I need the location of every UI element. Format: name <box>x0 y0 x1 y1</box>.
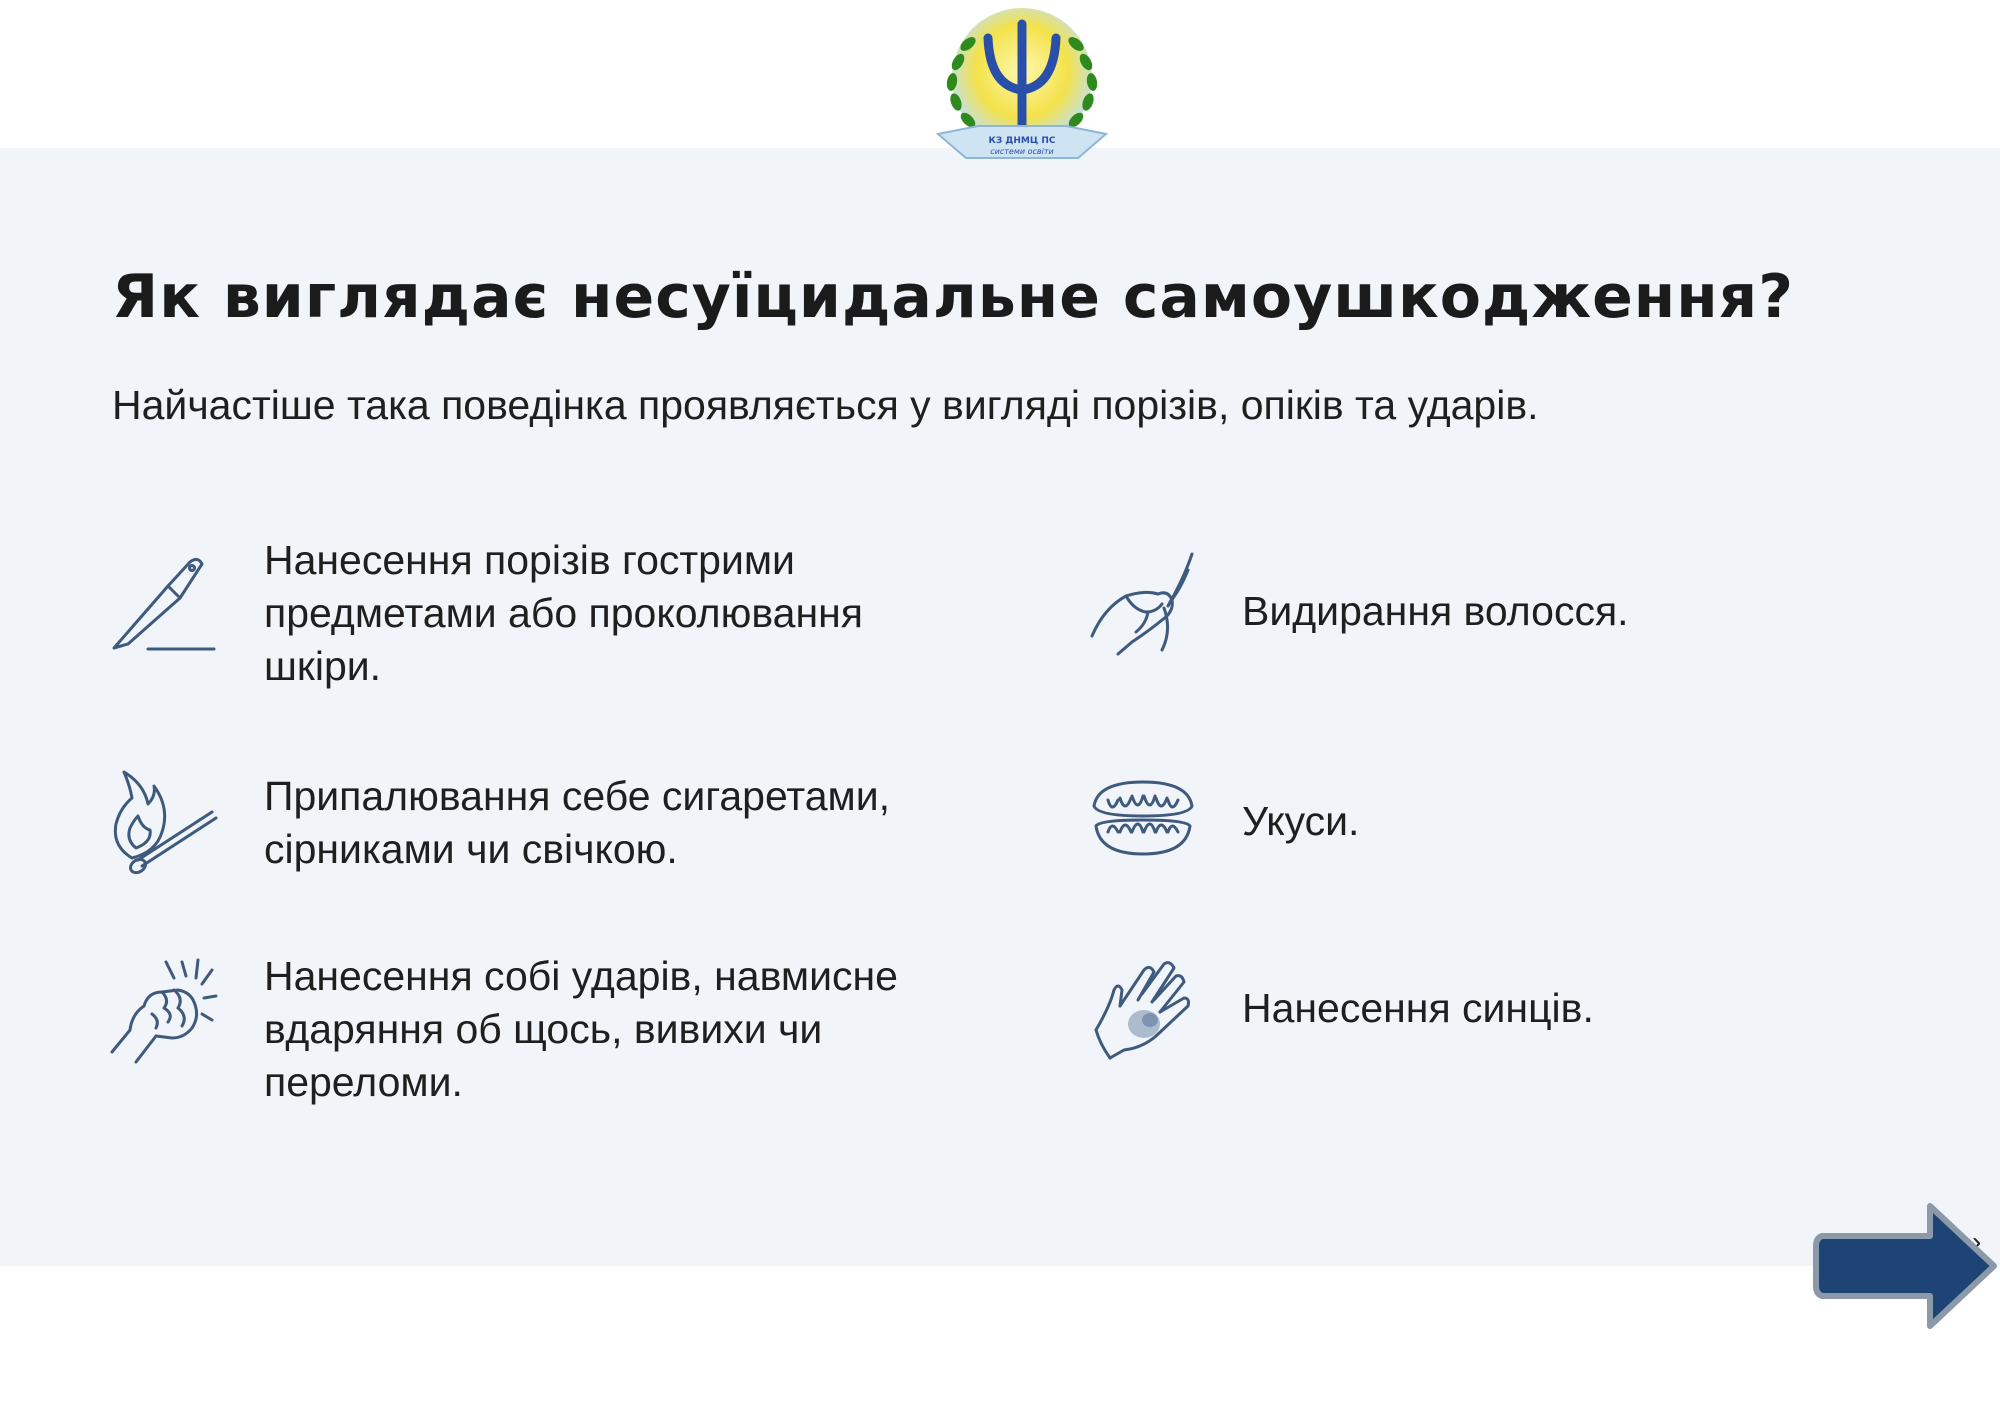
fist-punch-icon <box>108 956 220 1070</box>
item-text-line: Видирання волосся. <box>1242 588 1629 634</box>
corner-mark: › <box>1972 1226 1982 1257</box>
item-text-line: Нанесення порізів гострими <box>264 537 795 583</box>
item-text-line: переломи. <box>264 1059 463 1105</box>
item-text-line: сірниками чи свічкою. <box>264 826 678 872</box>
item-text-line: Нанесення собі ударів, навмисне <box>264 953 898 999</box>
organization-logo <box>918 2 1126 167</box>
item-text-line: Укуси. <box>1242 798 1360 844</box>
item-text-line: Нанесення синців. <box>1242 985 1594 1031</box>
slide-subtitle: Найчастіше така поведінка проявляється у вигляді порізів, опіків та ударів. <box>112 382 1539 428</box>
hair-pulling-icon <box>1088 550 1198 660</box>
teeth-bite-icon <box>1088 776 1198 860</box>
next-slide-button[interactable] <box>1808 1198 2000 1334</box>
item-text-line: предметами або проколювання <box>264 590 863 636</box>
item-text-line: вдаряння об щось, вивихи чи <box>264 1006 823 1052</box>
slide-title: Як виглядає несуїцидальне самоушкодження? <box>112 262 1795 332</box>
item-text-line: шкіри. <box>264 643 382 689</box>
svg-text:КЗ ДНМЦ ПС: КЗ ДНМЦ ПС <box>988 136 1056 146</box>
item-text-line: Припалювання себе сигаретами, <box>264 773 891 819</box>
burning-match-icon <box>108 768 220 880</box>
knife-icon <box>108 552 220 658</box>
bruised-hand-icon <box>1090 954 1198 1062</box>
arrow-right-icon <box>1808 1198 2000 1334</box>
svg-text:системи освіти: системи освіти <box>990 147 1054 156</box>
